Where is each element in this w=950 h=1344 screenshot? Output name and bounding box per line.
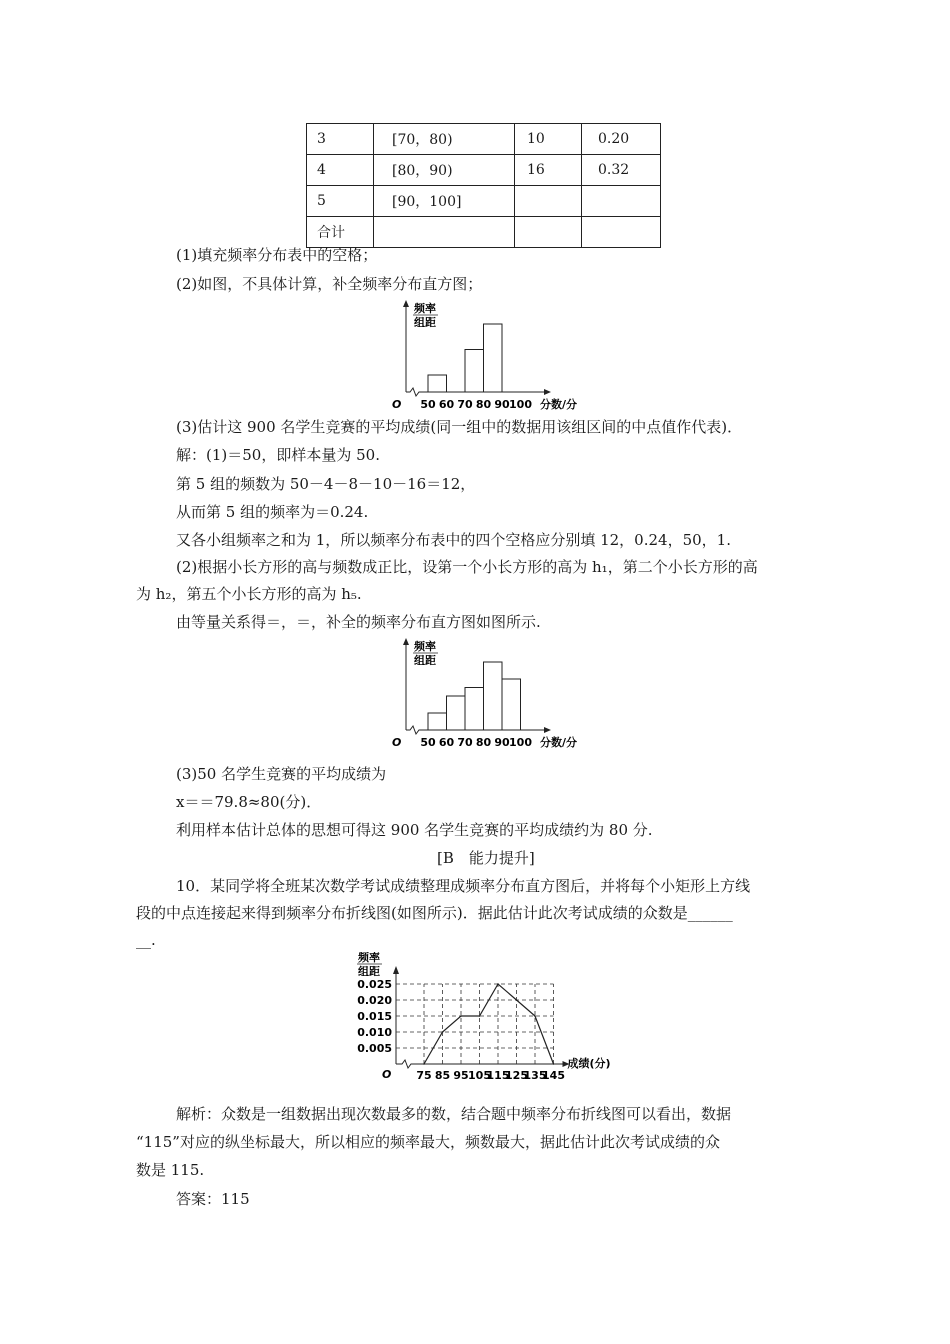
x-tick-label: 50 [420,736,436,749]
x-tick-label: 145 [542,1069,565,1082]
x-axis-arrow [544,389,551,395]
table-cell [515,186,582,217]
x-tick-label: 80 [475,736,492,749]
x-tick-label: 60 [438,736,455,749]
x-axis-label: 分数/分 [540,736,578,749]
question-3: (3)估计这 900 名学生竞赛的平均成绩(同一组中的数据用该组区间的中点值作代表)． [176,418,743,436]
x-tick-label: 90 [494,398,510,411]
origin-label: O [392,398,402,411]
section-heading: [B 能力提升] [437,849,535,867]
solution-line-1: 解：(1)＝50，即样本量为 50. [176,446,380,464]
data-point [423,1063,425,1065]
table-cell [515,217,582,248]
x-axis-label: 分数/分 [540,398,578,411]
solution-line-4: 又各小组频率之和为 1，所以频率分布表中的四个空格应分别填 12，0.24，50，1. [176,531,731,549]
x-tick-label: 115 [486,1069,510,1082]
y-tick-label: 0.020 [357,994,392,1007]
x-tick-label: 70 [457,736,473,749]
x-tick-label: 125 [505,1069,528,1082]
solution-line-9: 利用样本估计总体的思想可得这 900 名学生竞赛的平均成绩约为 80 分. [176,821,653,839]
histogram-bar [484,324,503,392]
x-tick-label: 100 [509,398,532,411]
histogram-bar [502,679,521,730]
x-tick-label: 80 [475,398,492,411]
problem-10-line-2: 段的中点连接起来得到频率分布折线图(如图所示)．据此估计此次考试成绩的众数是______ [136,904,733,922]
x-tick-label: 105 [468,1069,491,1082]
solution-line-3: 从而第 5 组的频率为＝0.24. [176,503,369,521]
problem-10-line-1: 10．某同学将全班某次数学考试成绩整理成频率分布直方图后，并将每个小矩形上方线 [176,877,751,895]
y-label-bottom: 组距 [358,965,380,978]
table-cell [582,186,661,217]
table-row [307,186,661,217]
answer-line: 答案：115 [176,1190,250,1208]
table-cell: [70，80) [374,124,515,155]
data-point [497,983,499,985]
table-cell [582,217,661,248]
solution-line-8: x＝＝79.8≈80(分)． [176,793,322,811]
y-axis-arrow [403,638,409,645]
solution-line-7: (3)50 名学生竞赛的平均成绩为 [176,765,387,783]
y-tick-label: 0.005 [357,1042,392,1055]
explanation-line-2: “115”对应的纵坐标最大，所以相应的频率最大，频数最大，据此估计此次考试成绩的众 [136,1133,720,1151]
x-tick-label: 135 [523,1069,547,1082]
question-1: (1)填充频率分布表中的空格； [176,246,378,264]
histogram-bar [465,688,484,731]
table-row [307,217,661,248]
x-axis-arrow [544,727,551,733]
table-cell: 3 [307,124,374,155]
table-row [307,155,661,186]
x-tick-label: 90 [494,736,510,749]
data-point [479,1015,481,1017]
table-cell: 10 [515,124,582,155]
origin-label: O [392,736,402,749]
solution-line-5a: (2)根据小长方形的高与频数成正比，设第一个小长方形的高为 h₁，第二个小长方形的高 [176,558,758,576]
x-axis [396,1060,566,1068]
frequency-table [306,123,661,248]
histogram-bar [447,696,466,730]
data-point [516,999,518,1001]
y-tick-label: 0.015 [357,1010,392,1023]
x-tick-label: 95 [453,1069,469,1082]
x-tick-label: 60 [438,398,455,411]
data-point [534,1015,536,1017]
table-cell: [90，100] [374,186,515,217]
frequency-polygon-chart [330,952,630,1088]
table-cell: 5 [307,186,374,217]
histogram-bar [428,375,447,392]
histogram-bar [428,713,447,730]
question-2: (2)如图，不具体计算，补全频率分布直方图； [176,275,483,293]
y-axis-arrow [403,300,409,307]
histogram-incomplete [390,298,590,416]
explanation-line-1: 解析：众数是一组数据出现次数最多的数，结合题中频率分布折线图可以看出，数据 [176,1105,732,1123]
x-tick-label: 85 [434,1069,451,1082]
y-label-top: 频率 [414,640,436,653]
x-tick-label: 75 [416,1069,432,1082]
table-cell: 0.20 [582,124,661,155]
x-tick-label: 70 [457,398,473,411]
histogram-bar [484,662,503,730]
origin-label: O [382,1068,392,1081]
x-axis-label: 成绩(分) [567,1057,611,1070]
y-axis-arrow [393,966,399,974]
y-tick-label: 0.010 [357,1026,392,1039]
y-label-bottom: 组距 [414,654,436,667]
histogram-complete [390,636,590,760]
table-cell: 0.32 [582,155,661,186]
solution-line-2: 第 5 组的频数为 50－4－8－10－16＝12， [176,475,476,493]
table-cell: 合计 [307,217,374,248]
table-cell [374,217,515,248]
data-point [460,1015,462,1017]
y-label-top: 频率 [358,952,380,964]
y-label-bottom: 组距 [414,316,436,329]
table-cell: [80，90) [374,155,515,186]
y-tick-label: 0.025 [357,978,392,991]
histogram-bar [465,350,484,393]
problem-10-line-3: __. [136,931,156,949]
table-row [307,124,661,155]
frequency-polygon-line [424,984,554,1064]
solution-line-5b: 为 h₂，第五个小长方形的高为 h₅. [136,585,362,603]
x-tick-label: 50 [420,398,436,411]
y-label-top: 频率 [414,302,436,315]
table-cell: 16 [515,155,582,186]
x-tick-label: 100 [509,736,532,749]
explanation-line-3: 数是 115. [136,1161,205,1179]
data-point [442,1031,444,1033]
solution-line-6: 由等量关系得＝，＝，补全的频率分布直方图如图所示. [176,613,541,631]
data-point [553,1063,555,1065]
table-cell: 4 [307,155,374,186]
